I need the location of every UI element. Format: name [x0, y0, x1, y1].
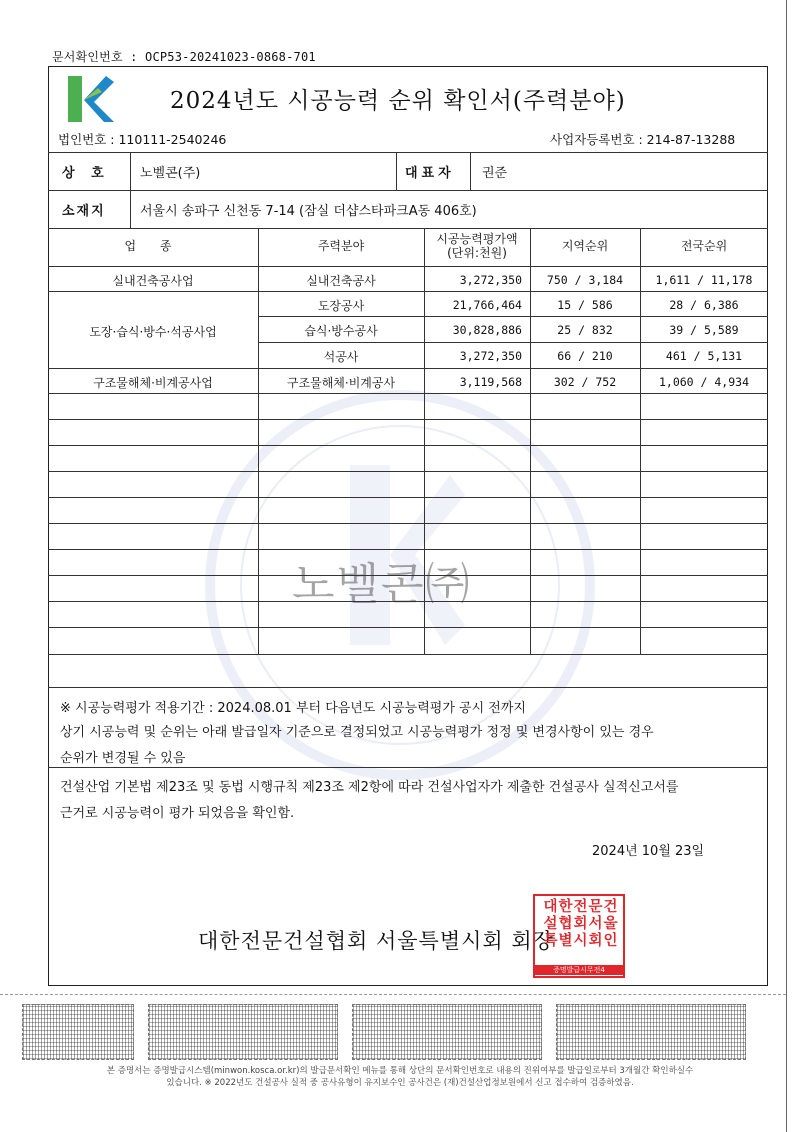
seal-text-line: 특별시회인 [543, 933, 619, 949]
notes-top-border [48, 687, 768, 688]
document-number: 문서확인번호 : OCP53-20241023-0868-701 [52, 50, 316, 64]
ceo-label: 대표자 [405, 166, 455, 181]
ranking-note-line1: 상기 시공능력 및 순위는 아래 발급일자 기준으로 결정되었고 시공능력평가 정정 및 변경사항이 있는 경우 [60, 725, 654, 740]
table-row-line [48, 627, 768, 628]
table-row-line [48, 419, 768, 420]
header-capacity-unit: (단위:천원) [447, 246, 507, 260]
table-row-line [48, 393, 768, 394]
info-bottom-border [48, 228, 768, 229]
table-row-line [48, 266, 768, 267]
business-registration-number: 사업자등록번호 : 214-87-13288 [550, 132, 736, 147]
national-rank-cell: 39 / 5,589 [669, 323, 739, 337]
seal-text-line: 대한전문건 [543, 899, 619, 915]
table-row-line [48, 654, 768, 655]
company-name-stamp-text: 노벨콘㈜ [292, 559, 472, 610]
certification-line1: 건설산업 기본법 제23조 및 동법 시행규칙 제23조 제2항에 따라 건설사업자가 제출한 건설공사 실적신고서를 [60, 780, 679, 795]
verification-barcode [556, 1004, 746, 1060]
field-cell: 석공사 [323, 350, 359, 364]
regional-rank-cell: 302 / 752 [553, 375, 617, 389]
ceo-label-divider-right [470, 152, 471, 190]
kosca-logo-icon [62, 70, 120, 128]
field-cell: 구조물해체·비계공사 [286, 376, 396, 390]
info-mid-border [48, 190, 768, 191]
header-regional-rank: 지역순위 [561, 239, 609, 253]
header-capacity: 시공능력평가액 [436, 232, 518, 246]
field-cell: 실내건축공사 [306, 274, 376, 288]
field-cell: 도장공사 [317, 299, 365, 313]
table-row-line [48, 368, 768, 369]
notes-bottom-border [48, 767, 768, 768]
verification-barcode [148, 1004, 338, 1060]
info-top-border [48, 152, 768, 153]
company-name-label: 상 호 [62, 166, 110, 181]
amount-cell: 3,119,568 [459, 375, 522, 389]
regional-rank-cell: 15 / 586 [557, 298, 613, 312]
seal-text-line: 설협회서울 [543, 916, 619, 932]
table-row-line [48, 549, 768, 550]
ceo-name: 권준 [482, 166, 508, 181]
amount-cell: 3,272,350 [459, 273, 522, 287]
address-label: 소재지 [62, 204, 106, 219]
separator-line [0, 994, 786, 995]
table-row-line [48, 291, 768, 292]
table-row-line [258, 342, 768, 343]
ranking-note-line2: 순위가 변경될 수 있음 [60, 751, 186, 766]
validity-note: ※ 시공능력평가 적용기간 : 2024.08.01 부터 다음년도 시공능력평가 공시 전까지 [60, 701, 526, 716]
regional-rank-cell: 750 / 3,184 [546, 273, 624, 287]
issue-date: 2024년 10월 23일 [592, 844, 705, 859]
header-national-rank: 전국순위 [680, 239, 728, 253]
company-name: 노벨콘(주) [140, 166, 201, 181]
table-row-line [48, 601, 768, 602]
verification-barcode [22, 1004, 134, 1060]
official-seal-stamp [533, 894, 625, 978]
verification-barcode [352, 1004, 542, 1060]
table-row-line [48, 523, 768, 524]
table-row-line [258, 316, 768, 317]
amount-cell: 21,766,464 [452, 298, 522, 312]
issuer-name: 대한전문건설협회 서울특별시회 회장 [198, 929, 554, 953]
header-industry: 업 종 [124, 239, 182, 253]
industry-cell: 도장·습식·방수·석공사업 [89, 325, 217, 339]
amount-cell: 3,272,350 [459, 349, 522, 363]
header-main-field: 주력분야 [317, 239, 365, 253]
national-rank-cell: 461 / 5,131 [665, 349, 743, 363]
field-cell: 습식·방수공사 [304, 324, 378, 338]
certification-line2: 근거로 시공능력이 평가 되었음을 확인함. [60, 806, 295, 821]
ceo-label-divider-left [396, 152, 397, 190]
table-row-line [48, 471, 768, 472]
amount-cell: 30,828,886 [452, 323, 522, 337]
industry-cell: 구조물해체·비계공사업 [93, 376, 213, 390]
document-title: 2024년도 시공능력 순위 확인서(주력분야) [170, 88, 626, 114]
company-address: 서울시 송파구 신천동 7-14 (잠실 더샵스타파크A동 406호) [140, 204, 477, 219]
table-row-line [48, 497, 768, 498]
national-rank-cell: 1,060 / 4,934 [658, 375, 749, 389]
regional-rank-cell: 66 / 210 [557, 349, 613, 363]
page-edge-line [786, 0, 787, 1132]
footer-note-line2: 있습니다. ※ 2022년도 건설공사 실적 중 공사유형이 유지보수인 공사건은 (재)건설산업정보원에서 신고 접수하여 검증하였음. [166, 1078, 634, 1088]
national-rank-cell: 28 / 6,386 [669, 298, 739, 312]
table-row-line [48, 575, 768, 576]
regional-rank-cell: 25 / 832 [557, 323, 613, 337]
seal-footer: 증명발급시무전4 [535, 965, 623, 975]
corporate-registration-number: 법인번호 : 110111-2540246 [58, 132, 227, 147]
table-row-line [48, 445, 768, 446]
footer-note-line1: 본 증명서는 증명발급시스템(minwon.kosca.or.kr)의 발급문서확인 메뉴를 통해 상단의 문서확인번호로 내용의 진위여부를 발급일로부터 3개월간 확인하실수 [106, 1066, 694, 1076]
industry-cell: 실내건축공사업 [112, 274, 194, 288]
national-rank-cell: 1,611 / 11,178 [655, 273, 753, 287]
info-label-divider [130, 152, 131, 228]
